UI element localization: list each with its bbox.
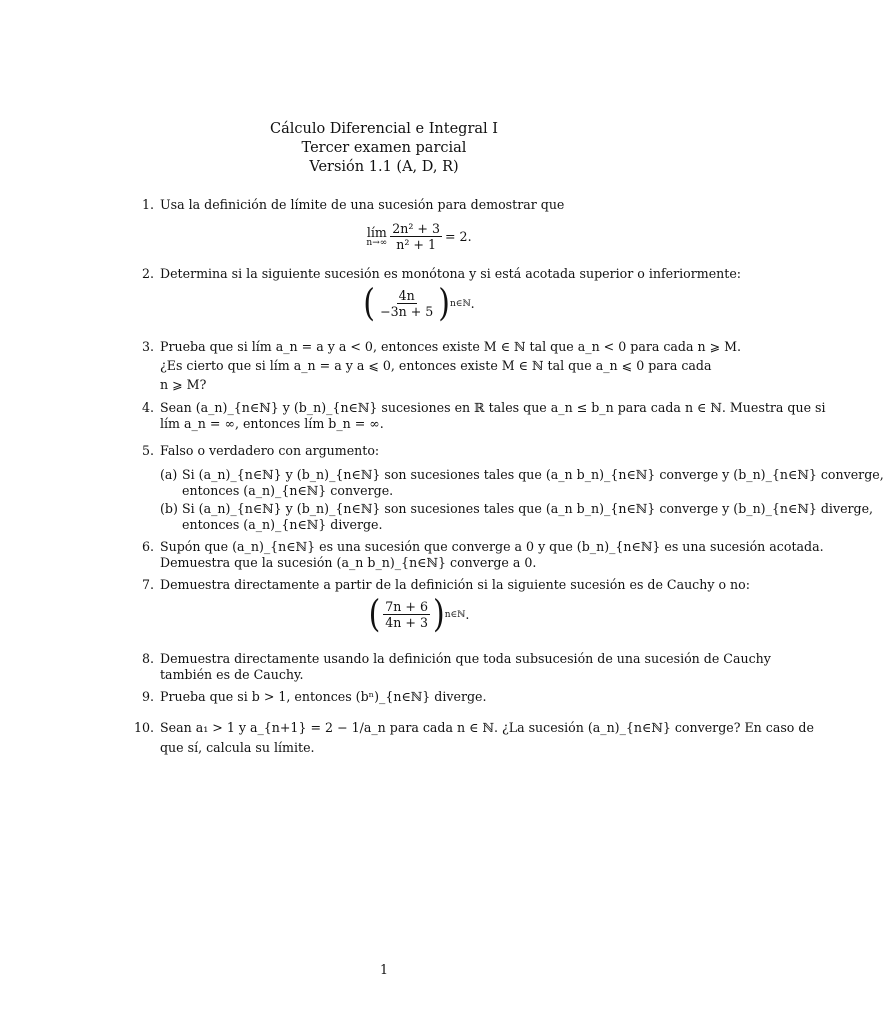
- page-number: 1: [379, 962, 388, 977]
- problem-text: Prueba que si b > 1, entonces (bⁿ)_{n∈ℕ} diverge.: [160, 689, 487, 704]
- problem-10: [133, 720, 814, 756]
- title-exam: Tercer examen parcial: [301, 140, 467, 156]
- problem-4: [141, 400, 826, 432]
- problem-text-line1: Sean (a_n)_{n∈ℕ} y (b_n)_{n∈ℕ} sucesiones en ℝ tales que a_n ≤ b_n para cada n ∈ ℕ. Muestra que si: [160, 400, 826, 415]
- problem-7: [141, 577, 750, 636]
- problem-number: 6.: [141, 539, 154, 554]
- index-set: n∈ℕ: [444, 609, 466, 620]
- subproblem-b: (b) Si (a_n)_{n∈ℕ} y (b_n)_{n∈ℕ} son sucesiones tales que (a_n b_n)_{n∈ℕ} converge y (b_n)_{n∈ℕ} diverge, entonces (a_n)_{n∈ℕ} diverge.: [160, 501, 874, 532]
- fraction: $\frac{7n + 6}{4n + 3}$: [385, 599, 428, 630]
- problem-text: Falso o verdadero con argumento:: [160, 443, 380, 458]
- title-course: Cálculo Diferencial e Integral I: [269, 121, 499, 137]
- problem-number: 1.: [141, 197, 154, 212]
- problem-text-line1: Demuestra directamente usando la definición que toda subsucesión de una sucesión de Cauchy: [160, 651, 771, 666]
- formula-limit: [160, 221, 678, 252]
- problem-text-line2: que sí, calcula su límite.: [160, 740, 315, 755]
- problem-number: 10.: [133, 720, 154, 735]
- problem-number: 8.: [141, 651, 154, 666]
- problem-5: [141, 443, 884, 533]
- problem-number: 5.: [141, 443, 154, 458]
- problem-number: 3.: [141, 339, 154, 354]
- problem-text-line1: Prueba que si lím a_n = a y a < 0, entonces existe M ∈ ℕ tal que a_n < 0 para cada n ⩾ M.: [160, 339, 742, 354]
- problem-number: 4.: [141, 400, 154, 415]
- problem-number: 9.: [141, 689, 154, 704]
- problem-text: Usa la definición de límite de una sucesión para demostrar que: [160, 197, 565, 212]
- problem-3: [141, 339, 742, 393]
- problem-6: [141, 539, 824, 571]
- subproblem-label: (a): [160, 467, 178, 482]
- problem-text-line3: n ⩾ M?: [160, 377, 207, 392]
- problem-text: Determina si la siguiente sucesión es monótona y si está acotada superior o inferiormente:: [160, 266, 742, 281]
- problem-text-line2: Demuestra que la sucesión (a_n b_n)_{n∈ℕ} converge a 0.: [160, 555, 537, 570]
- subproblem-label: (b): [160, 501, 178, 516]
- formula-sequence: ( $\frac{4n}{-3n + 5}$ ) n∈ℕ .: [363, 281, 475, 325]
- exam-title: [0, 120, 768, 177]
- formula-result: = 2.: [445, 228, 472, 244]
- problem-text-line2: lím a_n = ∞, entonces lím b_n = ∞.: [160, 416, 384, 431]
- problem-9: [141, 689, 678, 705]
- formula-sequence: ( $\frac{7n + 6}{4n + 3}$ ) n∈ℕ .: [368, 592, 470, 636]
- fraction: $\frac{4n}{-3n + 5}$: [380, 288, 434, 319]
- index-set: n∈ℕ: [449, 298, 471, 309]
- problem-text-line2: también es de Cauchy.: [160, 667, 304, 682]
- problem-number: 7.: [141, 577, 154, 592]
- problem-1: [141, 197, 678, 254]
- subproblem-a: (a) Si (a_n)_{n∈ℕ} y (b_n)_{n∈ℕ} son sucesiones tales que (a_n b_n)_{n∈ℕ} converge y (b_n)_{n∈ℕ} converge, entonces (a_n)_{n∈ℕ} converge.: [160, 467, 884, 498]
- problem-text-line2: ¿Es cierto que si lím a_n = a y a ⩽ 0, entonces existe M ∈ ℕ tal que a_n ⩽ 0 para cada: [160, 358, 712, 373]
- problem-text-line1: Sean a₁ > 1 y a_{n+1} = 2 − 1/a_n para cada n ∈ ℕ. ¿La sucesión (a_n)_{n∈ℕ} converge? En caso de: [160, 720, 814, 735]
- problem-text-line1: Supón que (a_n)_{n∈ℕ} es una sucesión que converge a 0 y que (b_n)_{n∈ℕ} es una sucesión acotada.: [160, 539, 824, 554]
- title-version: Versión 1.1 (A, D, R): [309, 159, 459, 175]
- fraction: $\frac{\text{2n² + 3}}{\text{n² + 1}}$: [392, 221, 440, 252]
- problem-8: [141, 651, 771, 683]
- limit-operator: lím n→∞: [366, 224, 388, 248]
- problem-text: Demuestra directamente a partir de la definición si la siguiente sucesión es de Cauchy o no:: [160, 577, 750, 592]
- problem-2: [141, 266, 742, 325]
- problem-number: 2.: [141, 266, 154, 281]
